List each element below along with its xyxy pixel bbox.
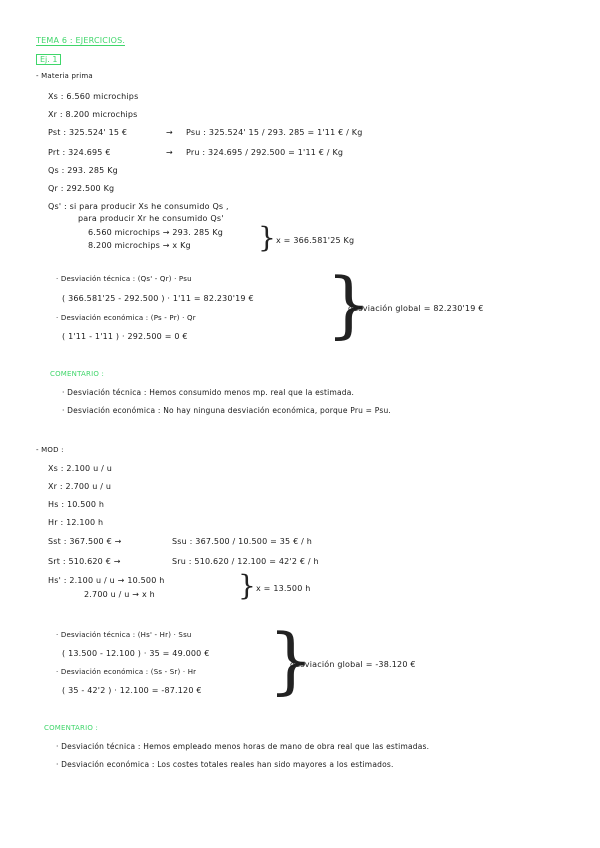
mp-de-calc: ( 1'11 - 1'11 ) · 292.500 = 0 € <box>62 332 188 341</box>
mod-hr: Hr : 12.100 h <box>48 518 104 527</box>
mod-hsp-line2: 2.700 u / u → x h <box>84 590 155 599</box>
mp-global: desviación global = 82.230'19 € <box>348 304 484 313</box>
mp-qr: Qr : 292.500 Kg <box>48 184 115 193</box>
mp-xr: Xr : 8.200 microchips <box>48 110 138 119</box>
mod-comment-2: · Desviación económica : Los costes totales reales han sido mayores a los estimados. <box>56 760 394 769</box>
mod-dt-calc: ( 13.500 - 12.100 ) · 35 = 49.000 € <box>62 649 210 658</box>
mp-pst: Pst : 325.524' 15 € <box>48 128 128 137</box>
mp-de-label: · Desviación económica : (Ps - Pr) · Qr <box>56 314 196 322</box>
brace-icon: } <box>326 262 372 346</box>
mod-comment-title: COMENTARIO : <box>44 724 99 732</box>
mod-hsp-line1: Hs' : 2.100 u / u → 10.500 h <box>48 576 165 585</box>
mod-xr: Xr : 2.700 u / u <box>48 482 112 491</box>
mp-dt-label: · Desviación técnica : (Qs' - Qr) · Psu <box>56 275 192 283</box>
mp-qs: Qs : 293. 285 Kg <box>48 166 118 175</box>
mod-srt: Srt : 510.620 € → <box>48 557 121 566</box>
mp-comment-2: · Desviación económica : No hay ninguna desviación económica, porque Pru = Psu. <box>62 406 391 415</box>
mod-sst: Sst : 367.500 € → <box>48 537 122 546</box>
mod-de-calc: ( 35 - 42'2 ) · 12.100 = -87.120 € <box>62 686 202 695</box>
mp-comment-1: · Desviación técnica : Hemos consumido menos mp. real que la estimada. <box>62 388 355 397</box>
mod-de-label: · Desviación económica : (Ss - Sr) · Hr <box>56 668 197 676</box>
arrow-icon: → <box>166 128 173 137</box>
mod-result: x = 13.500 h <box>256 584 311 593</box>
exercise-label: Ej. 1 <box>36 54 61 65</box>
brace-icon: } <box>238 569 256 602</box>
mp-xs: Xs : 6.560 microchips <box>48 92 139 101</box>
mp-psu: Psu : 325.524' 15 / 293. 285 = 1'11 € / Kg <box>186 128 363 137</box>
mp-rule1: 6.560 microchips → 293. 285 Kg <box>88 228 224 237</box>
mod-sru: Sru : 510.620 / 12.100 = 42'2 € / h <box>172 557 319 566</box>
mod-heading: - MOD : <box>36 446 64 454</box>
mod-global: desviación global = -38.120 € <box>290 660 416 669</box>
mod-xs: Xs : 2.100 u / u <box>48 464 112 473</box>
mp-qsp-line2: para producir Xr he consumido Qs' <box>78 214 224 223</box>
mod-dt-label: · Desviación técnica : (Hs' - Hr) · Ssu <box>56 631 192 639</box>
brace-icon: } <box>268 618 314 702</box>
mp-comment-title: COMENTARIO : <box>50 370 105 378</box>
mp-rule2: 8.200 microchips → x Kg <box>88 241 191 250</box>
mp-heading: - Materia prima <box>36 72 93 80</box>
brace-icon: } <box>258 221 276 254</box>
page-title: TEMA 6 : EJERCICIOS. <box>36 36 126 45</box>
mod-hs: Hs : 10.500 h <box>48 500 105 509</box>
mp-result: x = 366.581'25 Kg <box>276 236 355 245</box>
arrow-icon: → <box>166 148 173 157</box>
mp-qsp-line1: Qs' : si para producir Xs he consumido Qs , <box>48 202 229 211</box>
mp-pru: Pru : 324.695 / 292.500 = 1'11 € / Kg <box>186 148 344 157</box>
mp-dt-calc: ( 366.581'25 - 292.500 ) · 1'11 = 82.230'19 € <box>62 294 254 303</box>
mod-comment-1: · Desviación técnica : Hemos empleado menos horas de mano de obra real que las estimadas. <box>56 742 430 751</box>
mod-ssu: Ssu : 367.500 / 10.500 = 35 € / h <box>172 537 313 546</box>
mp-prt: Prt : 324.695 € <box>48 148 111 157</box>
